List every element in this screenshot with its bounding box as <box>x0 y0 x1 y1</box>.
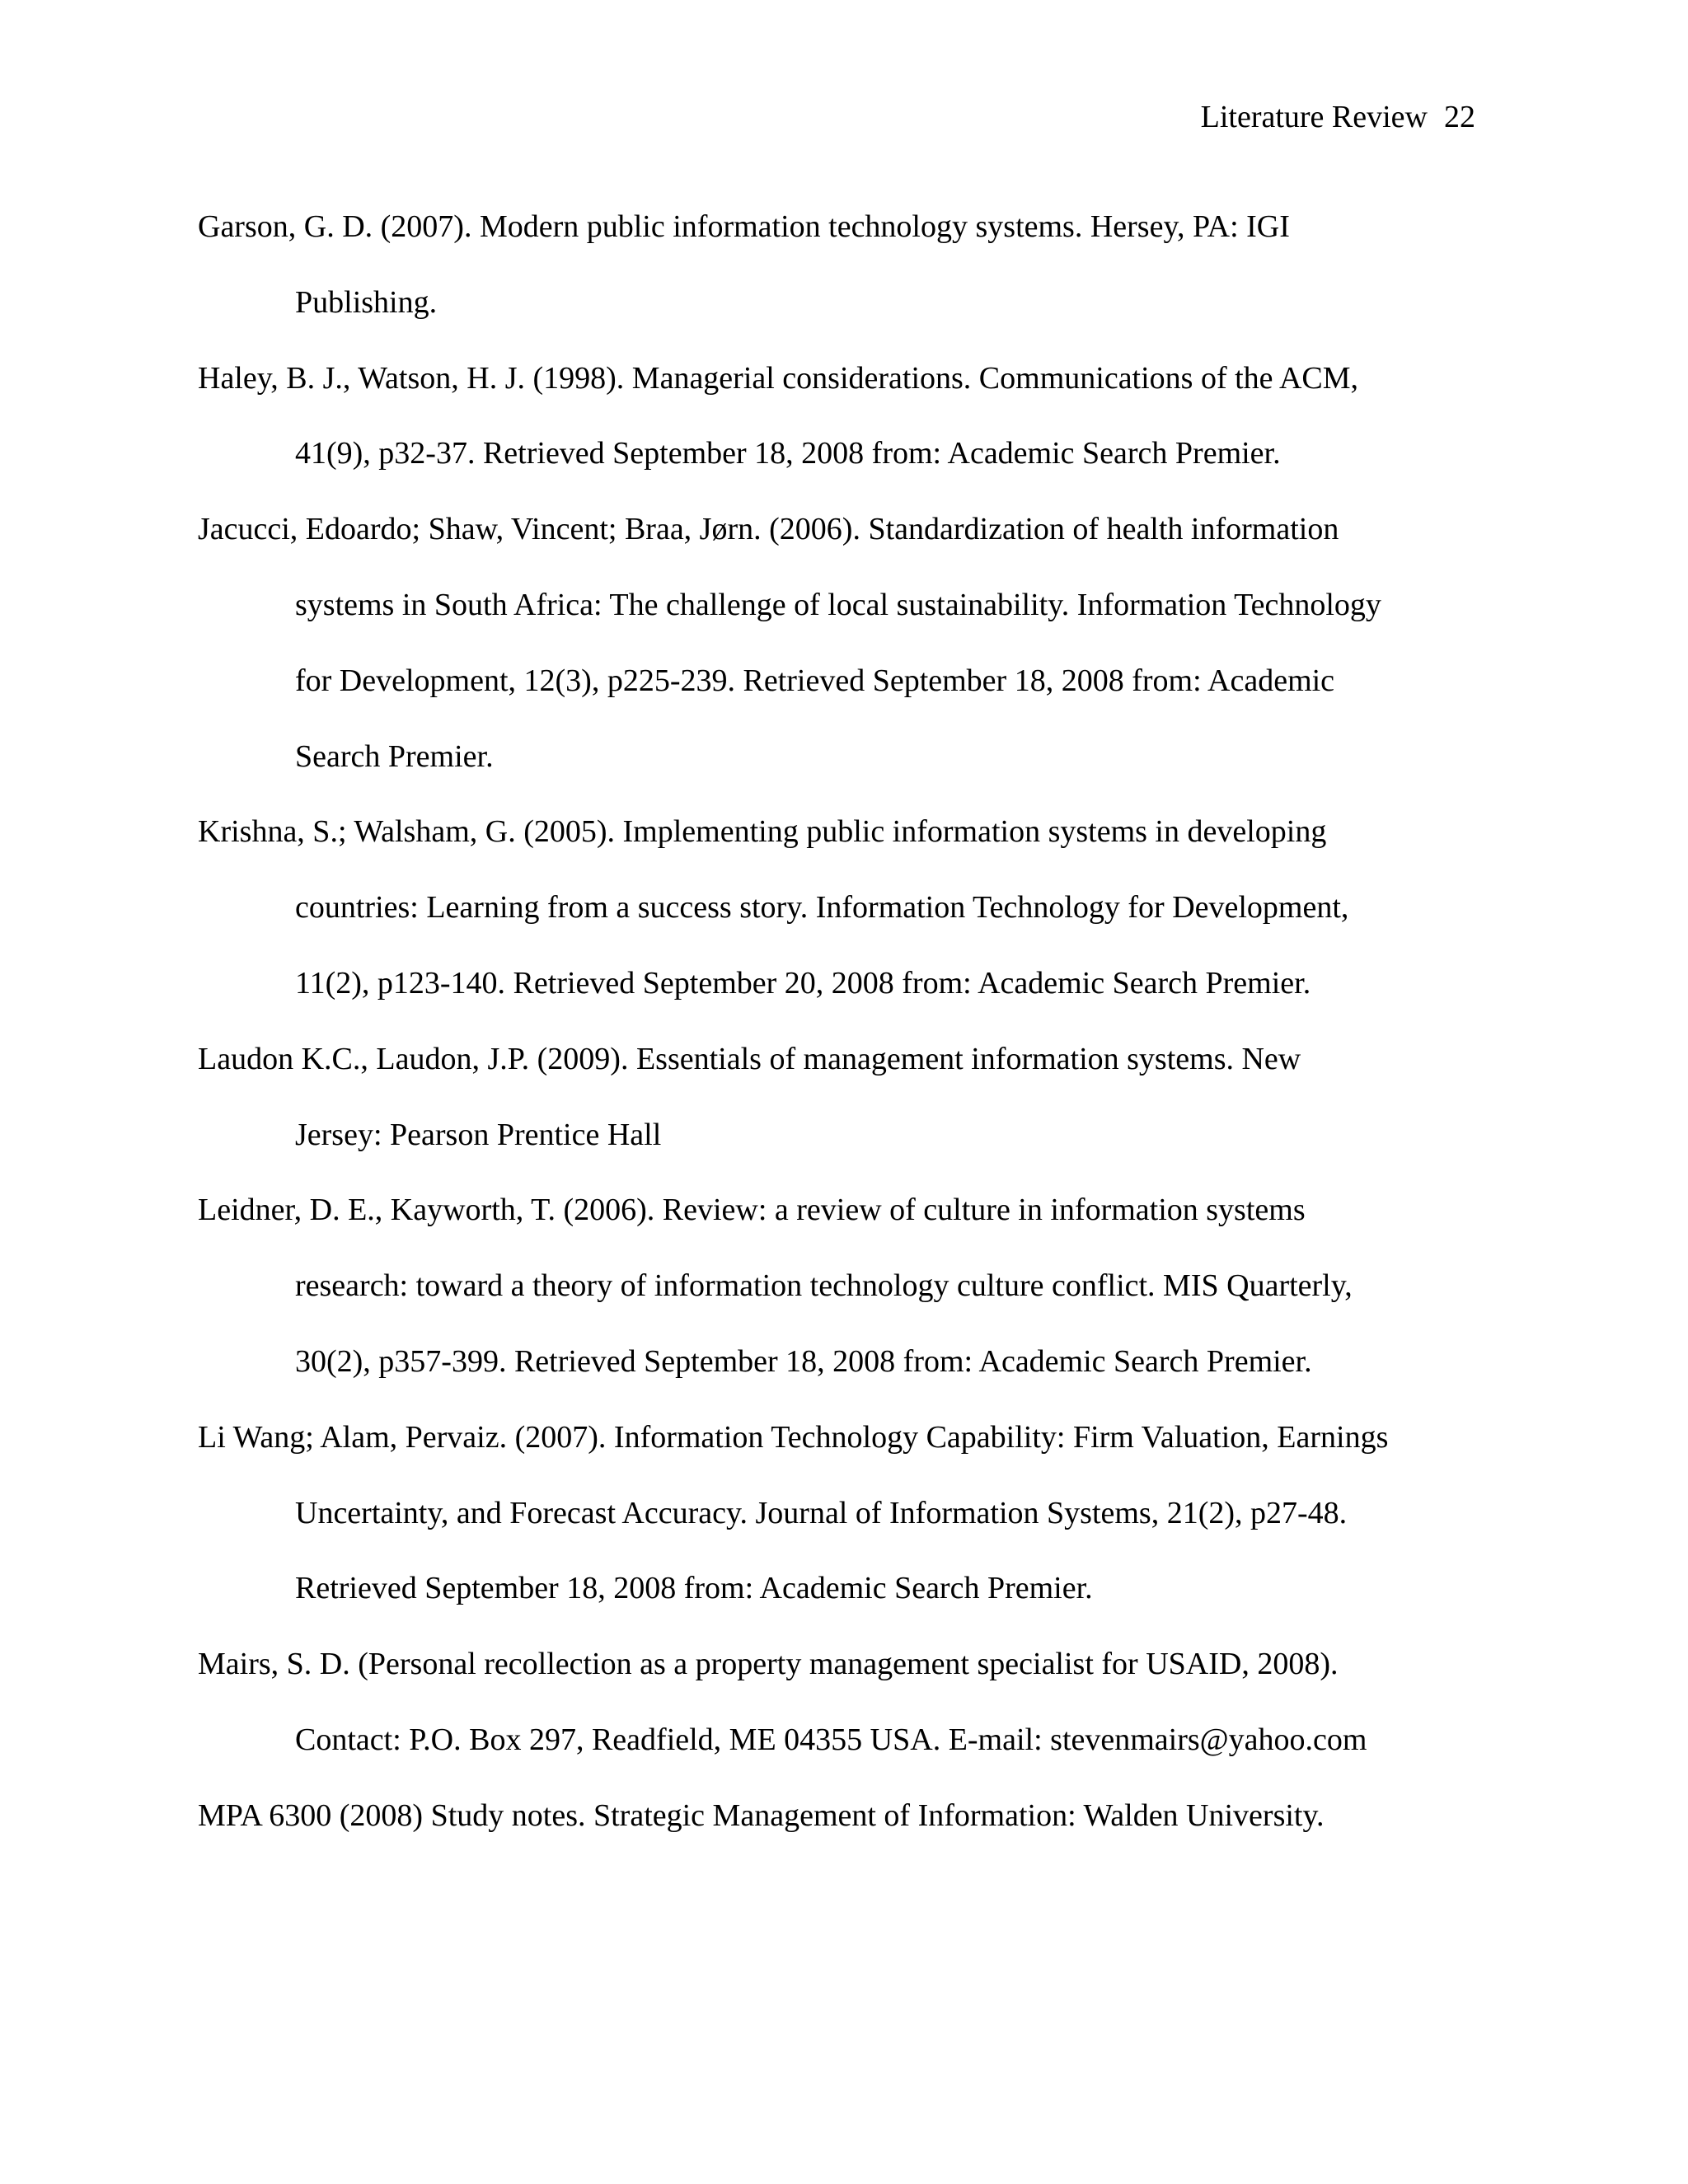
reference-line: Laudon K.C., Laudon, J.P. (2009). Essentials of management information systems. New <box>198 1041 1301 1076</box>
reference-line: Krishna, S.; Walsham, G. (2005). Implementing public information systems in developing <box>198 814 1327 850</box>
reference-entry <box>198 1173 1500 1399</box>
reference-line: Li Wang; Alam, Pervaiz. (2007). Information Technology Capability: Firm Valuation, Earnings <box>198 1419 1389 1455</box>
reference-entry <box>198 341 1500 493</box>
reference-line: Search Premier. <box>295 738 494 774</box>
reference-line: Leidner, D. E., Kayworth, T. (2006). Review: a review of culture in information systems <box>198 1193 1306 1228</box>
reference-line: 11(2), p123-140. Retrieved September 20, 2008 from: Academic Search Premier. <box>295 965 1311 1001</box>
reference-list <box>198 190 1500 1854</box>
reference-line: Contact: P.O. Box 297, Readfield, ME 04355 USA. E-mail: stevenmairs@yahoo.com <box>295 1722 1367 1757</box>
page-number: 22 <box>1444 100 1475 134</box>
reference-line: for Development, 12(3), p225-239. Retrieved September 18, 2008 from: Academic <box>295 663 1335 698</box>
reference-entry <box>198 1779 1500 1854</box>
reference-line: research: toward a theory of information technology culture conflict. MIS Quarterly, <box>295 1268 1353 1304</box>
reference-line: Uncertainty, and Forecast Accuracy. Journal of Information Systems, 21(2), p27-48. <box>295 1495 1348 1530</box>
reference-line: Garson, G. D. (2007). Modern public information technology systems. Hersey, PA: IGI <box>198 209 1290 244</box>
reference-entry <box>198 492 1500 794</box>
reference-line: MPA 6300 (2008) Study notes. Strategic Management of Information: Walden University. <box>198 1797 1325 1833</box>
reference-entry <box>198 794 1500 1021</box>
reference-line: 41(9), p32-37. Retrieved September 18, 2008 from: Academic Search Premier. <box>295 436 1281 471</box>
reference-line: Haley, B. J., Watson, H. J. (1998). Managerial considerations. Communications of the ACM, <box>198 360 1359 396</box>
reference-line: Publishing. <box>295 284 438 320</box>
running-head <box>1201 96 1475 138</box>
running-head-title: Literature Review <box>1200 100 1428 134</box>
reference-line: 30(2), p357-399. Retrieved September 18, 2008 from: Academic Search Premier. <box>295 1343 1312 1379</box>
reference-entry <box>198 1400 1500 1627</box>
reference-line: systems in South Africa: The challenge of local sustainability. Information Technology <box>295 587 1381 622</box>
reference-line: Jacucci, Edoardo; Shaw, Vincent; Braa, Jørn. (2006). Standardization of health information <box>198 512 1339 547</box>
reference-line: Jersey: Pearson Prentice Hall <box>295 1117 662 1152</box>
reference-entry <box>198 1022 1500 1174</box>
reference-line: countries: Learning from a success story. Information Technology for Development, <box>295 890 1349 926</box>
reference-entry <box>198 1627 1500 1779</box>
reference-line: Retrieved September 18, 2008 from: Academic Search Premier. <box>295 1571 1093 1606</box>
reference-entry <box>198 190 1500 341</box>
reference-line: Mairs, S. D. (Personal recollection as a property management specialist for USAID, 2008). <box>198 1647 1339 1682</box>
